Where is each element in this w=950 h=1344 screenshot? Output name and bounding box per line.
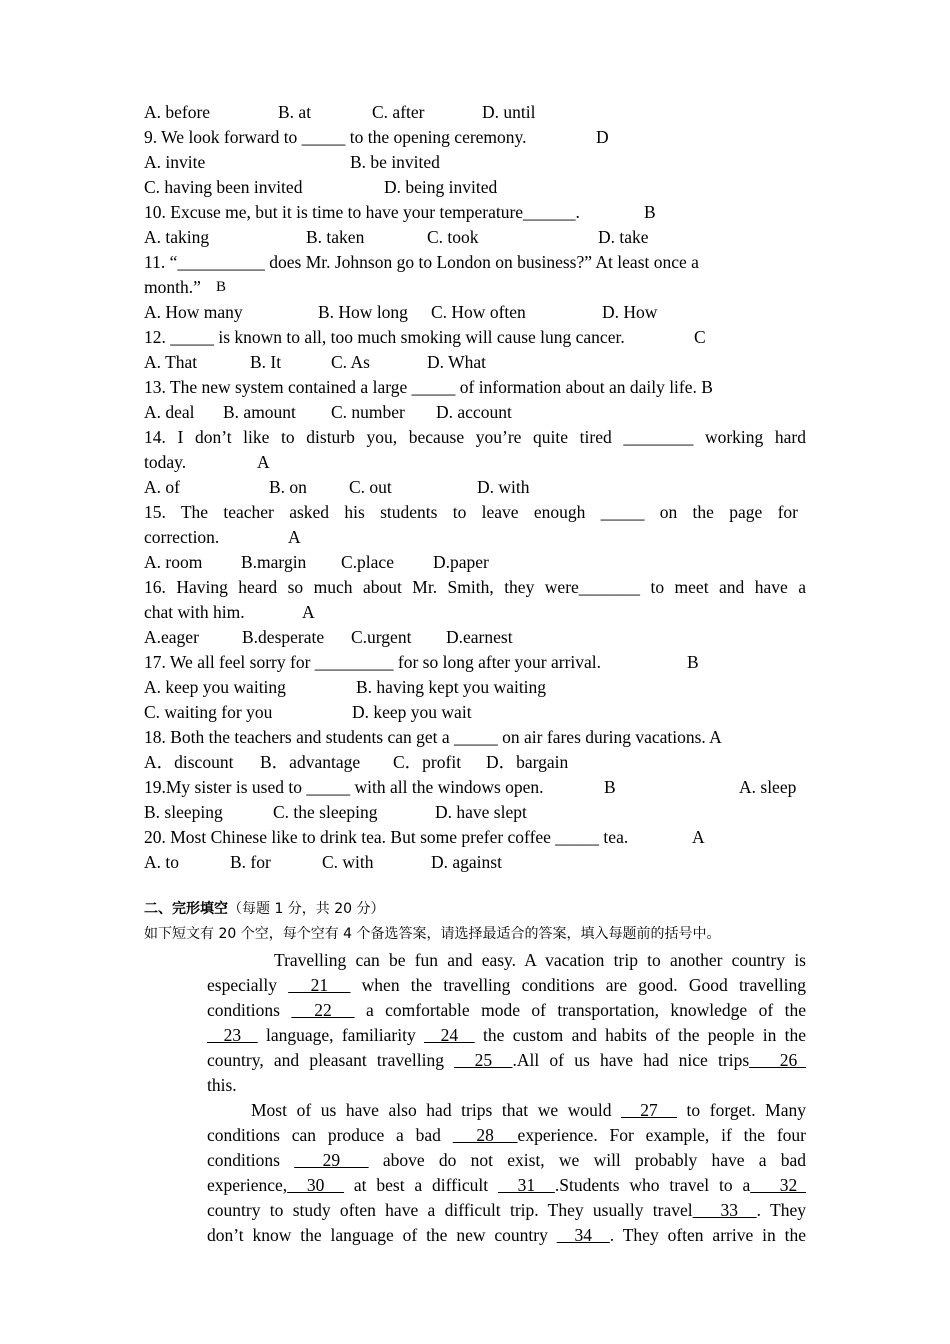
q10-option-a: A. taking [144,227,210,247]
q20-option-c: C. with [322,852,374,872]
q15-answer: A [288,527,301,547]
p1-line2: especially 21 when the travelling conditions are good. Good travelling [207,975,807,995]
q8-option-a: A. before [144,102,211,122]
q20-stem: 20. Most Chinese like to drink tea. But some prefer coffee _____ tea. [144,827,629,847]
p1-line5: country, and pleasant travelling 25 .All of us have had nice trips 26 [207,1050,806,1070]
q16-option-b: B.desperate [242,627,325,647]
q11-option-c: C. How often [431,302,526,322]
blank-28: 28 [452,1125,518,1145]
blank-33: 33 [692,1200,757,1220]
blank-27: 27 [621,1100,677,1120]
q10-stem: 10. Excuse me, but it is time to have your temperature______. [144,202,580,222]
q10-option-d: D. take [598,227,649,247]
q13-option-d: D. account [436,402,512,422]
q17-option-d: D. keep you wait [352,702,472,722]
q20-option-d: D. against [431,852,502,872]
q20-answer: A [692,827,705,847]
q8-option-c: C. after [372,102,425,122]
blank-29: 29 [294,1150,369,1170]
q17-answer: B [687,652,699,672]
q15-option-a: A. room [144,552,203,572]
blank-31: 31 [497,1175,555,1195]
q12-option-b: B. It [250,352,282,372]
section2-header [144,899,385,919]
q16-answer: A [302,602,315,622]
q16-option-d: D.earnest [446,627,513,647]
q13-option-c: C. number [331,402,405,422]
q10-option-b: B. taken [306,227,365,247]
p2-line2: conditions can produce a bad 28 experience. For example, if the four [207,1125,807,1145]
blank-24: 24 [424,1025,475,1045]
q11-option-a: A. How many [144,302,243,322]
blank-34: 34 [556,1225,610,1245]
q11-stem-1: 11. “__________ does Mr. Johnson go to London on business?” At least once a [144,252,699,272]
p2-line1: Most of us have also had trips that we would 27 to forget. Many [251,1100,807,1120]
section2-title: 二、完形填空 [144,901,228,917]
q18-option-b: B．advantage [260,752,361,772]
q14-option-a: A. of [144,477,180,497]
q19-option-d: D. have slept [435,802,527,822]
q10-option-c: C. took [427,227,479,247]
p1-line4: 23 language, familiarity 24 the custom and habits of the people in the [207,1025,807,1045]
q17-option-a: A. keep you waiting [144,677,286,697]
q12-answer: C [694,327,706,347]
q12-option-d: D. What [427,352,486,372]
q17-stem: 17. We all feel sorry for _________ for so long after your arrival. [144,652,602,672]
q17-option-b: B. having kept you waiting [356,677,547,697]
q15-stem-line1: 15. The teacher asked his students to leave enough _____ on the page for [144,502,798,522]
q9-option-a: A. invite [144,152,206,172]
q12-option-a: A. That [144,352,198,372]
p1-line6: this. [207,1075,237,1095]
blank-23: 23 [207,1025,258,1045]
q19-option-b: B. sleeping [144,802,223,822]
q12-option-c: C. As [331,352,370,372]
q14-option-c: C. out [349,477,392,497]
q9-option-b: B. be invited [350,152,440,172]
q9-option-c: C. having been invited [144,177,303,197]
q16-option-a: A.eager [144,627,199,647]
q11-option-b: B. How long [318,302,408,322]
q11-answer: B [216,279,227,295]
q19-stem: 19.My sister is used to _____ with all the windows open. [144,777,544,797]
q17-option-c: C. waiting for you [144,702,273,722]
section2-instruction: 如下短文有 20 个空，每个空有 4 个备选答案，请选择最适合的答案，填入每题前的括号中。 [144,926,721,942]
q13-stem: 13. The new system contained a large _____ of information about an daily life. B [144,377,713,397]
q15-option-d: D.paper [433,552,489,572]
q8-option-d: D. until [482,102,536,122]
q20-option-a: A. to [144,852,179,872]
q13-option-a: A. deal [144,402,195,422]
q18-stem: 18. Both the teachers and students can get a _____ on air fares during vacations. A [144,727,722,747]
q16-option-c: C.urgent [351,627,412,647]
q11-stem-2: month.” [144,277,201,297]
q12-stem: 12. _____ is known to all, too much smoking will cause lung cancer. [144,327,625,347]
blank-32: 32 [750,1175,807,1195]
q18-option-c: C．profit [393,752,462,772]
q20-option-b: B. for [230,852,271,872]
q14-answer: A [257,452,270,472]
p2-line3: conditions 29 above do not exist, we will probably have a bad [207,1150,807,1170]
p2-line6: don’t know the language of the new country 34 . They often arrive in the [207,1225,807,1245]
q19-answer: B [604,777,616,797]
blank-22: 22 [291,1000,355,1020]
blank-25: 25 [454,1050,513,1070]
q19-option-a: A. sleep [739,777,797,797]
q9-option-d: D. being invited [384,177,498,197]
section2-note: （每题 1 分，共 20 分） [228,901,385,917]
blank-30: 30 [287,1175,345,1195]
q14-option-b: B. on [269,477,307,497]
q14-stem-line1: 14. I don’t like to disturb you, because you’re quite tired ________ working hard [144,427,806,447]
q13-option-b: B. amount [223,402,296,422]
q15-option-c: C.place [341,552,394,572]
q18-option-d: D．bargain [486,752,569,772]
q11-option-d: D. How [602,302,658,322]
q8-option-b: B. at [278,102,312,122]
q9-stem: 9. We look forward to _____ to the opening ceremony. [144,127,527,147]
q14-stem-2: today. [144,452,187,472]
blank-21: 21 [288,975,351,995]
p2-line4: experience, 30 at best a difficult 31 .Students who travel to a 32 [207,1175,807,1195]
q10-answer: B [644,202,656,222]
q16-stem-line1: 16. Having heard so much about Mr. Smith, they were_______ to meet and have a [144,577,806,597]
q15-stem-2: correction. [144,527,220,547]
q19-option-c: C. the sleeping [273,802,378,822]
q16-stem-2: chat with him. [144,602,245,622]
q15-option-b: B.margin [241,552,307,572]
p1-line3: conditions 22 a comfortable mode of transportation, knowledge of the [207,1000,806,1020]
p1-line1: Travelling can be fun and easy. A vacation trip to another country is [274,950,806,970]
p2-line5: country to study often have a difficult trip. They usually travel 33 . They [207,1200,806,1220]
q18-option-a: A．discount [144,752,234,772]
blank-26: 26 [749,1050,806,1070]
q14-option-d: D. with [477,477,530,497]
q9-answer: D [596,127,609,147]
